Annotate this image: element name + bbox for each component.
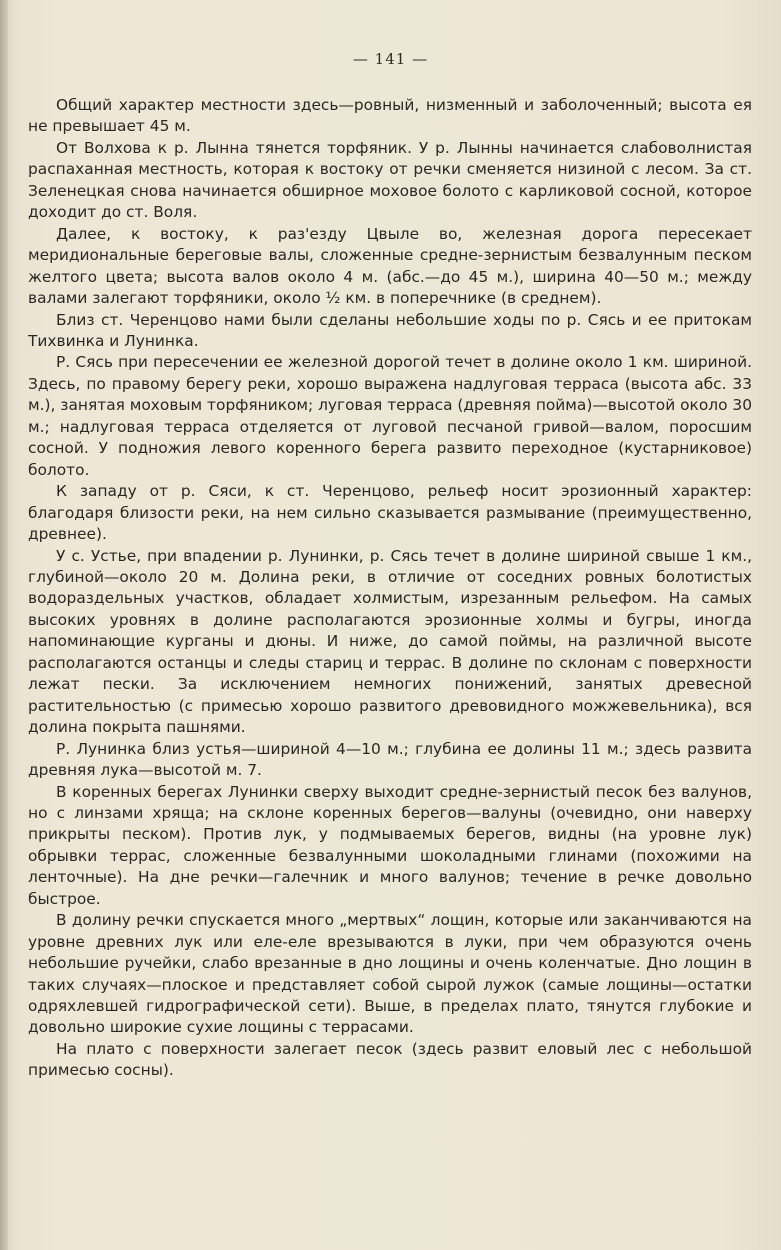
paragraph-7: У с. Устье, при впадении р. Лунинки, р. Сясь течет в долине шириной свыше 1 км., глубиной—около 20 м. Долина реки, в отличие от соседних ровных болотистых водораздельных участков, обладает холмистым, изрезанным рельефом. На самых высоких уровнях в долине располагаются эрозионные холмы и бугры, иногда напоминающие курганы и дюны. И ниже, до самой поймы, на различной высоте располагаются останцы и следы стариц и террас. В долине по склонам с поверхности лежат пески. За исключением немногих понижений, занятых древесной растительностью (с примесью хорошо развитого древовидного можжевельника), вся долина покрыта пашнями. — [28, 546, 752, 737]
paragraph-5: Р. Сясь при пересечении ее железной дорогой течет в долине около 1 км. шириной. Здесь, по правому берегу реки, хорошо выражена надлуговая терраса (высота абс. 33 м.), занятая моховым торфяником; луговая терраса (древняя пойма)—высотой около 30 м.; надлуговая терраса отделяется от луговой песчаной гривой—валом, поросшим сосной. У подножия левого коренного берега развито переходное (кустарниковое) болото. — [28, 353, 752, 479]
paragraph-8: Р. Лунинка близ устья—шириной 4—10 м.; глубина ее долины 11 м.; здесь развита древняя лука—высотой м. 7. — [28, 739, 752, 780]
paragraph-10: В долину речки спускается много „мертвых“ лощин, которые или заканчиваются на уровне древних лук или еле-еле врезываются в луки, при чем образуются очень небольшие ручейки, слабо врезанные в дно лощины и очень коленчатые. Дно лощин в таких случаях—плоское и представляет собой сырой лужок (самые лощины—остатки одряхлевшей гидрографической сети). Выше, в пределах плато, тянутся глубокие и довольно широкие сухие лощины с террасами. — [28, 911, 752, 1037]
paragraph-9: В коренных берегах Лунинки сверху выходит средне-зернистый песок без валунов, но с линзами хряща; на склоне коренных берегов—валуны (очевидно, они наверху прикрыты песком). Против лук, у подмываемых берегов, видны (на уровне лук) обрывки террас, сложенные безвалунными шоколадными глинами (похожими на ленточные). На дне речки—галечник и много валунов; течение в речке довольно быстрое. — [28, 782, 752, 908]
paragraph-4: Близ ст. Черенцово нами были сделаны небольшие ходы по р. Сясь и ее притокам Тихвинка и Лунинка. — [28, 310, 752, 350]
paragraph-3: Далее, к востоку, к раз'езду Цвыле во, железная дорога пересекает меридиональные береговые валы, сложенные средне-зернистым безвалунным песком желтого цвета; высота валов около 4 м. (абс.—до 45 м.), ширина 40—50 м.; между валами залегают торфяники, около ½ км. в поперечнике (в среднем). — [28, 224, 752, 308]
paragraph-6: К западу от р. Сяси, к ст. Черенцово, рельеф носит эрозионный характер: благодаря близости реки, на нем сильно сказывается размывание (преимущественно, древнее). — [28, 482, 752, 544]
binding-edge — [0, 0, 8, 1250]
page-number: — 141 — — [352, 50, 429, 68]
paragraph-1: Общий характер местности здесь—ровный, низменный и заболоченный; высота ея не превышает 45 м. — [28, 96, 752, 136]
paragraph-2: От Волхова к р. Лынна тянется торфяник. У р. Лынны начинается слабоволнистая распаханная местность, которая к востоку от речки сменяется низиной с лесом. За ст. Зеленецкая снова начинается обширное моховое болото с карликовой сосной, которое доходит до ст. Воля. — [28, 138, 752, 222]
paragraph-11: На плато с поверхности залегает песок (здесь развит еловый лес с небольшой примесью сосны). — [28, 1039, 752, 1080]
page-text — [28, 95, 752, 1082]
